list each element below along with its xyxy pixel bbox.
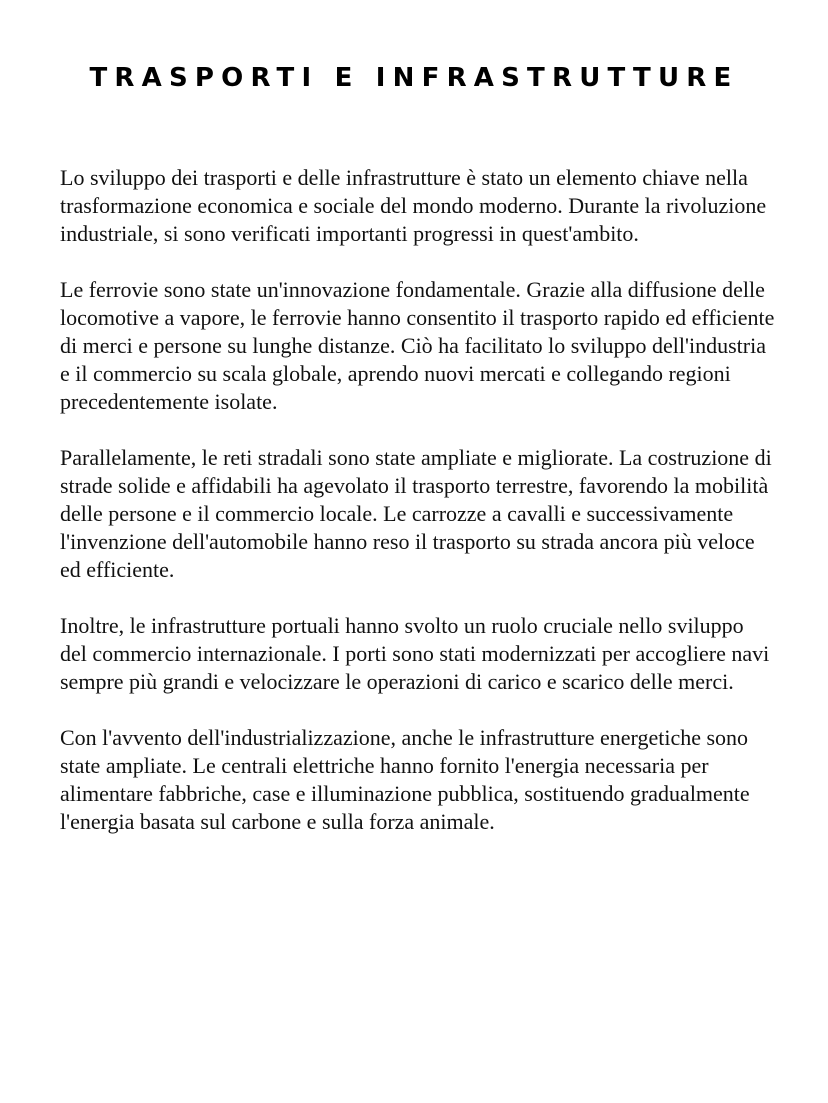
paragraph-railways: Le ferrovie sono state un'innovazione fondamentale. Grazie alla diffusione delle locomotive a vapore, le ferrovie hanno consentito il trasporto rapido ed efficiente di merci e persone su lunghe distanze. Ciò ha facilitato lo sviluppo dell'industria e il commercio su scala globale, aprendo nuovi mercati e collegando regioni precedentemente isolate. (60, 277, 775, 414)
paragraph-energy: Con l'avvento dell'industrializzazione, anche le infrastrutture energetiche sono state ampliate. Le centrali elettriche hanno fornito l'energia necessaria per alimentare fabbriche, case e illuminazione pubblica, sostituendo gradualmente l'energia basata sul carbone e sulla forza animale. (60, 725, 750, 834)
paragraph-roads: Parallelamente, le reti stradali sono state ampliate e migliorate. La costruzione di strade solide e affidabili ha agevolato il trasporto terrestre, favorendo la mobilità delle persone e il commercio locale. Le carrozze a cavalli e successivamente l'invenzione dell'automobile hanno reso il trasporto su strada ancora più veloce ed efficiente. (60, 445, 772, 582)
document-body (60, 164, 775, 864)
page-title: TRASPORTI E INFRASTRUTTURE (89, 63, 739, 93)
paragraph-ports: Inoltre, le infrastrutture portuali hanno svolto un ruolo cruciale nello sviluppo del commercio internazionale. I porti sono stati modernizzati per accogliere navi sempre più grandi e velocizzare le operazioni di carico e scarico delle merci. (60, 613, 770, 694)
paragraph-intro: Lo sviluppo dei trasporti e delle infrastrutture è stato un elemento chiave nella trasformazione economica e sociale del mondo moderno. Durante la rivoluzione industriale, si sono verificati importanti progressi in quest'ambito. (60, 165, 767, 246)
